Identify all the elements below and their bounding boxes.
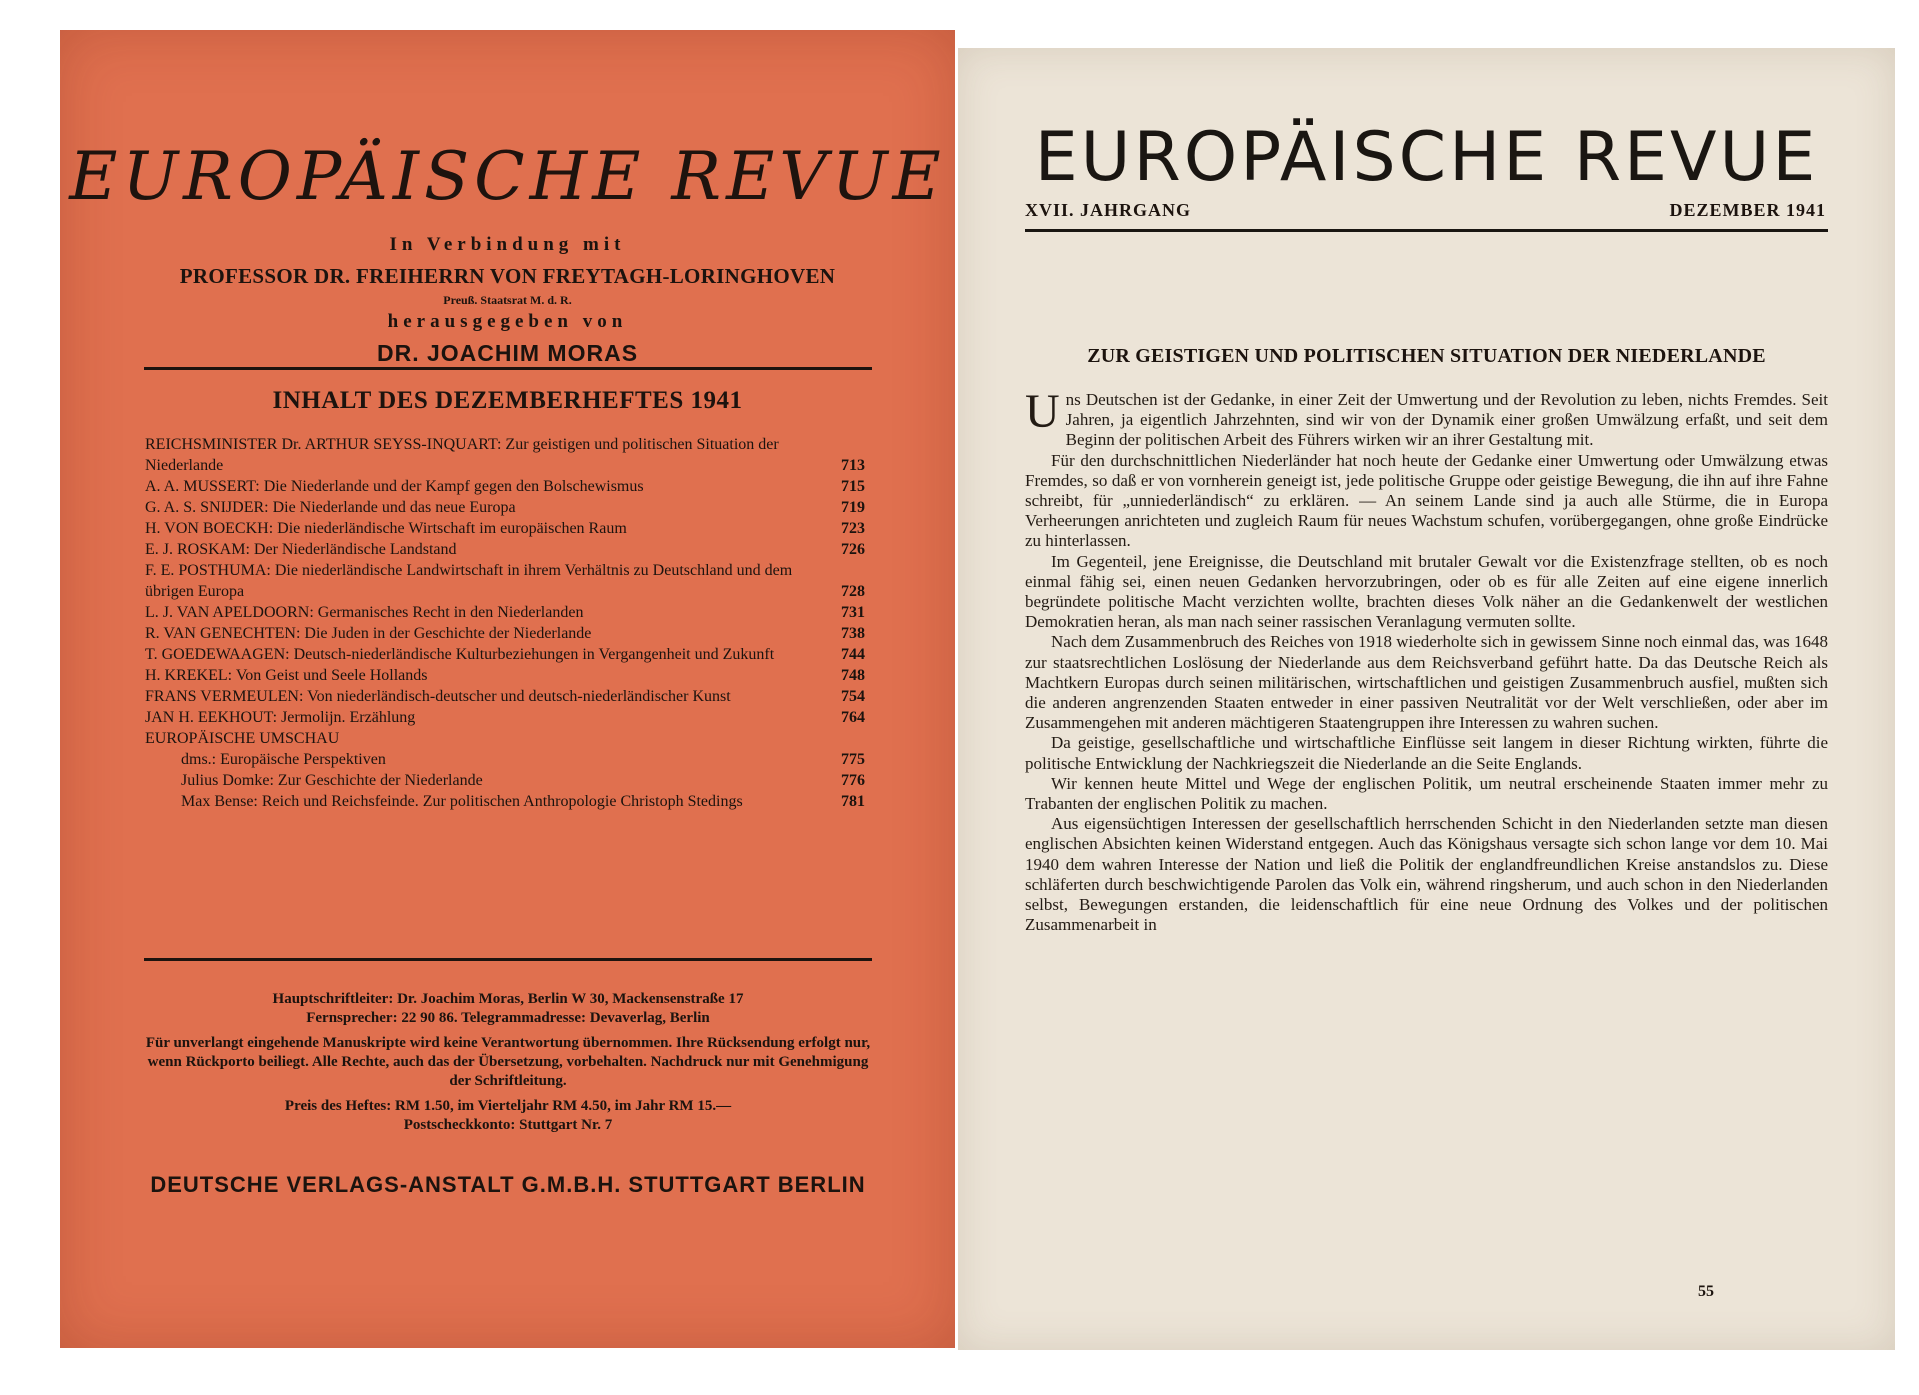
paragraph-2: Für den durchschnittlichen Niederländer hat noch heute der Gedanke einer Umwertung oder Umwälzung etwas Fremdes, so daß er von vornherein geneigt ist, jede politische Gruppe oder geistige Bewegung, die ihn auf ihre Fahne schreibt, für „unniederländisch“ zu erklären. — An seinem Lande sind ja auch alle Stürme, die in Europa Verheerungen anrichteten und zugleich Raum für neues Wachstum schufen, vorübergegangen, ohne große Eindrücke zu hinterlassen. [1025, 450, 1828, 551]
toc-entry-page: 719 [841, 499, 865, 516]
toc-entry-page: 731 [841, 604, 865, 621]
imprint-notice: Für unverlangt eingehende Manuskripte wird keine Verantwortung übernommen. Ihre Rücksendung erfolgt nur, wenn Rückporto beiliegt. Alle Rechte, auch das der Übersetzung, vorbehalten. Nachdruck nur mit Genehmigung der Schriftleitung. [145, 1035, 871, 1089]
toc-entry-page: 728 [841, 583, 865, 600]
toc-entry-text: R. VAN GENECHTEN: Die Juden in der Geschichte der Niederlande [145, 625, 592, 642]
toc-entry-page: 723 [841, 520, 865, 537]
journal-title: EUROPÄISCHE REVUE [1034, 118, 1819, 197]
toc-entry [145, 749, 865, 770]
publisher-line: DEUTSCHE VERLAGS-ANSTALT G.M.B.H. STUTTGART BERLIN [150, 1172, 866, 1197]
toc-entry-text: Max Bense: Reich und Reichsfeinde. Zur politischen Anthropologie Christoph Stedings [181, 793, 743, 810]
imprint [144, 990, 872, 1135]
toc-entry-text: REICHSMINISTER Dr. ARTHUR SEYSS-INQUART: Zur geistigen und politischen Situation der Niederlande [145, 436, 779, 474]
toc-entry-text: dms.: Europäische Perspektiven [181, 751, 386, 768]
toc-entry [145, 707, 865, 728]
toc-entry-text: JAN H. EEKHOUT: Jermolijn. Erzählung [145, 709, 416, 726]
professor-name: PROFESSOR DR. FREIHERRN VON FREYTAGH-LORINGHOVEN [179, 264, 836, 288]
editor-name: DR. JOACHIM MORAS [376, 340, 639, 366]
toc-entry-text: T. GOEDEWAAGEN: Deutsch-niederländische Kulturbeziehungen in Vergangenheit und Zukunft [145, 646, 775, 663]
article-heading: ZUR GEISTIGEN UND POLITISCHEN SITUATION DER NIEDERLANDE [1087, 345, 1766, 367]
toc-entry-text: L. J. VAN APELDOORN: Germanisches Recht in den Niederlanden [145, 604, 584, 621]
toc-entry-text: A. A. MUSSERT: Die Niederlande und der Kampf gegen den Bolschewismus [145, 478, 644, 495]
header-rule [1025, 229, 1828, 232]
volume-year: XVII. JAHRGANG [1025, 200, 1192, 220]
toc-entry-text: G. A. S. SNIJDER: Die Niederlande und das neue Europa [145, 499, 516, 516]
toc-entry-page: 776 [841, 772, 865, 789]
imprint-price: Preis des Heftes: RM 1.50, im Vierteljahr RM 4.50, im Jahr RM 15.— [284, 1098, 732, 1114]
contents-title: INHALT DES DEZEMBERHEFTES 1941 [272, 387, 743, 414]
table-of-contents [145, 434, 865, 812]
toc-entry-text: E. J. ROSKAM: Der Niederländische Landstand [145, 541, 457, 558]
toc-entry [145, 686, 865, 707]
in-verbindung-text: In Verbindung mit [389, 234, 626, 255]
toc-entry-page: 715 [841, 478, 865, 495]
toc-entry-page: 713 [841, 457, 865, 474]
cover-rule-top [144, 367, 872, 370]
paragraph-6: Wir kennen heute Mittel und Wege der englischen Politik, um neutral erscheinende Staaten immer mehr zu Trabanten der englischen Politik zu machen. [1025, 773, 1828, 814]
toc-entry [145, 770, 865, 791]
toc-entry [145, 623, 865, 644]
toc-entry-text: H. KREKEL: Von Geist und Seele Hollands [145, 667, 428, 684]
toc-entry-page: 744 [841, 646, 865, 663]
herausgegeben-text: herausgegeben von [387, 311, 628, 332]
toc-entry-text: FRANS VERMEULEN: Von niederländisch-deutscher und deutsch-niederländischer Kunst [145, 688, 731, 705]
toc-entry [145, 434, 865, 476]
toc-entry [145, 539, 865, 560]
professor-title: Preuß. Staatsrat M. d. R. [443, 293, 572, 307]
toc-entry-page: 726 [841, 541, 865, 558]
cover-rule-bottom [144, 958, 872, 961]
paragraph-3: Im Gegenteil, jene Ereignisse, die Deutschland mit brutaler Gewalt vor die Existenzfrage stellten, ob es noch einmal fähig sei, einen neuen Gedanken hervorzubringen, oder ob es für alle Zeiten auf eine eigene innerlich begründete politische Macht verzichten wollte, brachten dieses Volk näher an die Gedankenwelt der westlichen Demokratien heran, als man nach seiner rassischen Veranlagung vermuten sollte. [1025, 551, 1828, 632]
imprint-editor: Hauptschriftleiter: Dr. Joachim Moras, Berlin W 30, Mackensenstraße 17 [272, 991, 744, 1007]
paragraph-1: Uns Deutschen ist der Gedanke, in einer Zeit der Umwertung und der Revolution zu leben, nichts Fremdes. Seit Jahren, ja eigentlich Jahrzehnten, sind wir von der Dynamik einer großen Umwälzung erfaßt, und seit dem Beginn der politischen Arbeit des Führers wirken wir an ihrer Gestaltung mit. [1025, 385, 1828, 450]
toc-entry-text: EUROPÄISCHE UMSCHAU [145, 730, 340, 747]
toc-entry [145, 602, 865, 623]
toc-entry-page: 781 [841, 793, 865, 810]
toc-entry-page: 754 [841, 688, 865, 705]
page-number: 55 [1698, 1283, 1714, 1300]
toc-entry-page: 738 [841, 625, 865, 642]
paragraph-7: Aus eigensüchtigen Interessen der gesellschaftlich herrschenden Schicht in den Niederlanden setzte man diesen englischen Absichten keinen Widerstand entgegen. Auch das Königshaus versagte sich schon lange vor dem 10. Mai 1940 dem wahren Interesse der Nation und ließ die Politik der englandfreundlichen Kreise anstandslos zu. Diese schläferten durch beschwichtigende Parolen das Volk ein, während ringsherum, und auch schon in den Niederlanden selbst, Bewegungen erstanden, die leidenschaftlich für eine neue Ordnung des Volkes und der politischen Zusammenarbeit in [1025, 814, 1828, 935]
article-page [958, 48, 1895, 1350]
cover-title: EUROPÄISCHE REVUE [69, 138, 946, 215]
toc-entry [145, 665, 865, 686]
paragraph-4: Nach dem Zusammenbruch des Reiches von 1918 wiederholte sich in gewissem Sinne noch einmal das, was 1648 zur staatsrechtlichen Loslösung der Niederlande aus dem Reichsverband geführt hatte. Da das Deutsche Reich als Machtkern Europas durch seinen militärischen, wirtschaftlichen und geistigen Zusammenbruch ausfiel, mußten sich die anderen angrenzenden Staaten entweder in einer passiven Neutralität vor der Welt verschließen, oder aber im Zusammengehen mit anderen mächtigeren Staatengruppen ihre Interessen zu wahren suchen. [1025, 632, 1828, 733]
drop-cap: U [1025, 385, 1060, 438]
cover-page [60, 30, 955, 1348]
toc-entry [145, 728, 865, 749]
toc-entry [145, 497, 865, 518]
toc-entry-text: F. E. POSTHUMA: Die niederländische Landwirtschaft in ihrem Verhältnis zu Deutschland und dem übrigen Europa [145, 562, 793, 600]
toc-entry-page: 764 [841, 709, 865, 726]
toc-entry [145, 791, 865, 812]
imprint-account: Postscheckkonto: Stuttgart Nr. 7 [403, 1117, 613, 1133]
toc-entry [145, 476, 865, 497]
imprint-phone: Fernsprecher: 22 90 86. Telegrammadresse: Devaverlag, Berlin [306, 1010, 710, 1026]
issue-date: DEZEMBER 1941 [1669, 200, 1826, 220]
toc-entry-text: H. VON BOECKH: Die niederländische Wirtschaft im europäischen Raum [145, 520, 627, 537]
article-body [1025, 385, 1828, 935]
paragraph-5: Da geistige, gesellschaftliche und wirtschaftliche Einflüsse seit langem in dieser Richtung wirkten, führte die politische Entwicklung der Nachkriegszeit die Niederlande an die Seite Englands. [1025, 733, 1828, 773]
toc-entry [145, 518, 865, 539]
toc-entry-text: Julius Domke: Zur Geschichte der Niederlande [181, 772, 483, 789]
toc-entry-page: 748 [841, 667, 865, 684]
toc-entry [145, 560, 865, 602]
toc-entry [145, 644, 865, 665]
toc-entry-page: 775 [841, 751, 865, 768]
